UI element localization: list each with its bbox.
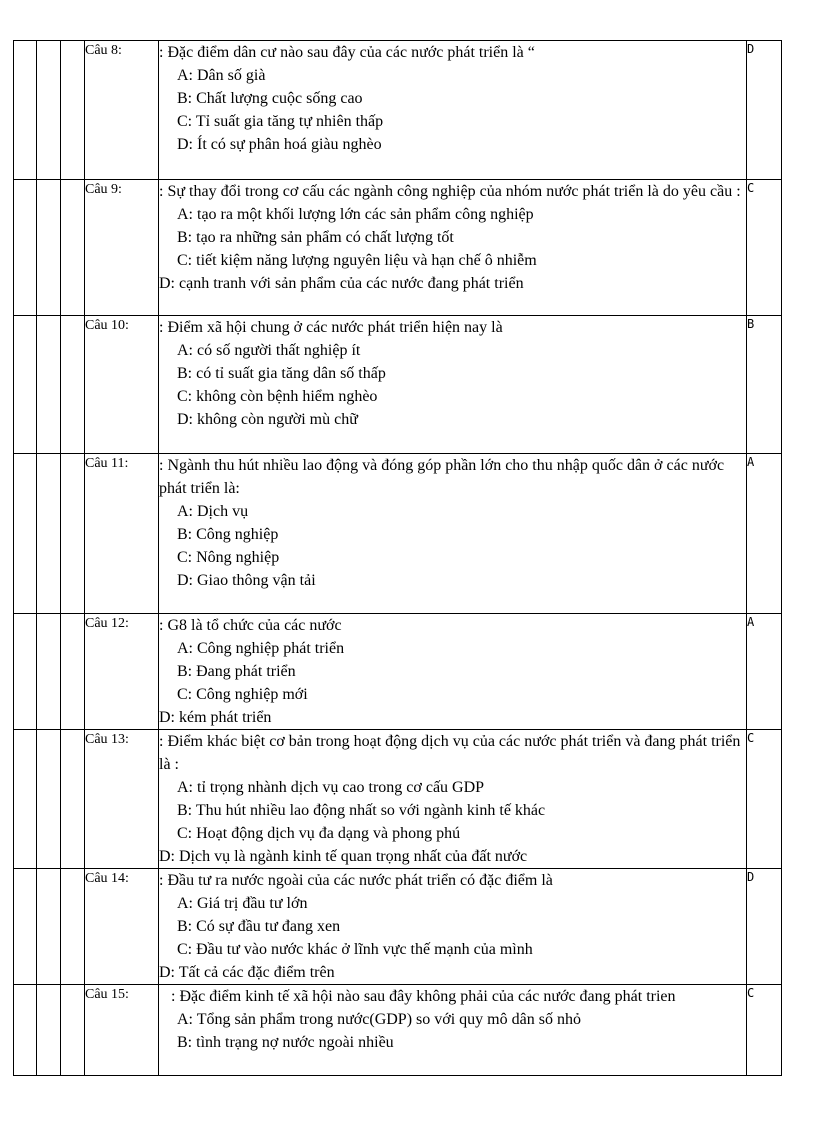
answer-key: A xyxy=(747,614,782,730)
blank-cell xyxy=(37,41,61,180)
question-number: Câu 10: xyxy=(85,316,159,454)
answer-option: A: Tổng sản phẩm trong nước(GDP) so với quy mô dân số nhỏ xyxy=(177,1011,581,1028)
quiz-table xyxy=(13,40,782,1076)
question-stem: : G8 là tổ chức của các nước xyxy=(159,617,342,634)
question-number: Câu 9: xyxy=(85,180,159,316)
blank-cell xyxy=(14,730,37,869)
blank-cell xyxy=(37,316,61,454)
blank-cell xyxy=(61,869,85,985)
answer-key: C xyxy=(747,730,782,869)
answer-option: D: Dịch vụ là ngành kinh tế quan trọng nhất của đất nước xyxy=(159,848,528,865)
answer-option: D: kém phát triển xyxy=(159,709,272,726)
question-row xyxy=(14,730,782,869)
question-number: Câu 11: xyxy=(85,454,159,614)
question-content xyxy=(159,869,747,985)
answer-option: A: Giá trị đầu tư lớn xyxy=(177,895,308,912)
question-stem: : Đặc điểm kinh tế xã hội nào sau đây không phải của các nước đang phát trien xyxy=(171,988,676,1005)
blank-cell xyxy=(14,985,37,1076)
blank-cell xyxy=(61,180,85,316)
question-content xyxy=(159,730,747,869)
answer-option: B: có tỉ suất gia tăng dân số thấp xyxy=(177,365,386,382)
question-content xyxy=(159,614,747,730)
question-content xyxy=(159,180,747,316)
answer-option: C: không còn bệnh hiểm nghèo xyxy=(177,388,378,405)
blank-cell xyxy=(14,454,37,614)
question-content xyxy=(159,985,747,1076)
answer-option: B: tạo ra những sản phẩm có chất lượng tốt xyxy=(177,229,454,246)
question-row xyxy=(14,316,782,454)
blank-cell xyxy=(37,454,61,614)
question-content xyxy=(159,454,747,614)
blank-cell xyxy=(61,730,85,869)
blank-cell xyxy=(37,985,61,1076)
question-number: Câu 14: xyxy=(85,869,159,985)
answer-key: C xyxy=(747,180,782,316)
answer-option: A: tạo ra một khối lượng lớn các sản phẩm công nghiệp xyxy=(177,206,534,223)
answer-option: A: tỉ trọng nhành dịch vụ cao trong cơ cấu GDP xyxy=(177,779,485,796)
answer-option: A: Dịch vụ xyxy=(177,503,249,520)
answer-option: B: Có sự đầu tư đang xen xyxy=(177,918,341,935)
answer-option: B: Đang phát triển xyxy=(177,663,296,680)
answer-option: D: cạnh tranh với sản phẩm của các nước đang phát triển xyxy=(159,275,524,292)
answer-key: D xyxy=(747,869,782,985)
question-row xyxy=(14,869,782,985)
question-number: Câu 8: xyxy=(85,41,159,180)
question-stem: : Điểm xã hội chung ở các nước phát triển hiện nay là xyxy=(159,319,503,336)
answer-key: D xyxy=(747,41,782,180)
question-stem: : Đầu tư ra nước ngoài của các nước phát triển có đặc điểm là xyxy=(159,872,553,889)
answer-key: C xyxy=(747,985,782,1076)
answer-option: A: Dân số già xyxy=(177,67,266,84)
answer-option: A: có số người thất nghiệp ít xyxy=(177,342,361,359)
answer-option: C: Hoạt động dịch vụ đa dạng và phong phú xyxy=(177,825,461,842)
answer-option: B: Công nghiệp xyxy=(177,526,279,543)
question-content xyxy=(159,41,747,180)
question-row xyxy=(14,180,782,316)
answer-option: B: Thu hút nhiều lao động nhất so với ngành kinh tế khác xyxy=(177,802,546,819)
question-number: Câu 15: xyxy=(85,985,159,1076)
question-stem: : Sự thay đổi trong cơ cấu các ngành công nghiệp của nhóm nước phát triển là do yêu cầu : xyxy=(159,183,741,200)
answer-option: B: Chất lượng cuộc sống cao xyxy=(177,90,363,107)
question-row xyxy=(14,454,782,614)
question-row xyxy=(14,614,782,730)
blank-cell xyxy=(37,180,61,316)
blank-cell xyxy=(37,869,61,985)
answer-option: D: không còn người mù chữ xyxy=(177,411,358,428)
blank-cell xyxy=(61,41,85,180)
blank-cell xyxy=(61,316,85,454)
answer-option: C: Đầu tư vào nước khác ở lĩnh vực thế mạnh của mình xyxy=(177,941,533,958)
answer-option: A: Công nghiệp phát triển xyxy=(177,640,345,657)
answer-option: D: Tất cả các đặc điểm trên xyxy=(159,964,335,981)
answer-option: C: tiết kiệm năng lượng nguyên liệu và hạn chế ô nhiễm xyxy=(177,252,537,269)
question-number: Câu 12: xyxy=(85,614,159,730)
answer-option: C: Nông nghiệp xyxy=(177,549,280,566)
blank-cell xyxy=(14,869,37,985)
answer-option: B: tình trạng nợ nước ngoài nhiều xyxy=(177,1034,394,1051)
blank-cell xyxy=(61,614,85,730)
blank-cell xyxy=(14,180,37,316)
blank-cell xyxy=(37,614,61,730)
answer-key: B xyxy=(747,316,782,454)
blank-cell xyxy=(14,41,37,180)
answer-option: D: Ít có sự phân hoá giàu nghèo xyxy=(177,136,382,153)
question-row xyxy=(14,41,782,180)
blank-cell xyxy=(14,614,37,730)
question-stem: : Điểm khác biệt cơ bản trong hoạt động dịch vụ của các nước phát triển và đang phát triển là : xyxy=(159,733,741,773)
question-row xyxy=(14,985,782,1076)
answer-option: C: Tỉ suất gia tăng tự nhiên thấp xyxy=(177,113,384,130)
blank-cell xyxy=(37,730,61,869)
question-content xyxy=(159,316,747,454)
answer-key: A xyxy=(747,454,782,614)
question-stem: : Ngành thu hút nhiều lao động và đóng góp phần lớn cho thu nhập quốc dân ở các nước phát triển là: xyxy=(159,457,725,497)
blank-cell xyxy=(14,316,37,454)
question-stem: : Đặc điểm dân cư nào sau đây của các nước phát triển là “ xyxy=(159,44,535,61)
blank-cell xyxy=(61,985,85,1076)
answer-option: C: Công nghiệp mới xyxy=(177,686,308,703)
question-number: Câu 13: xyxy=(85,730,159,869)
answer-option: D: Giao thông vận tải xyxy=(177,572,316,589)
blank-cell xyxy=(61,454,85,614)
